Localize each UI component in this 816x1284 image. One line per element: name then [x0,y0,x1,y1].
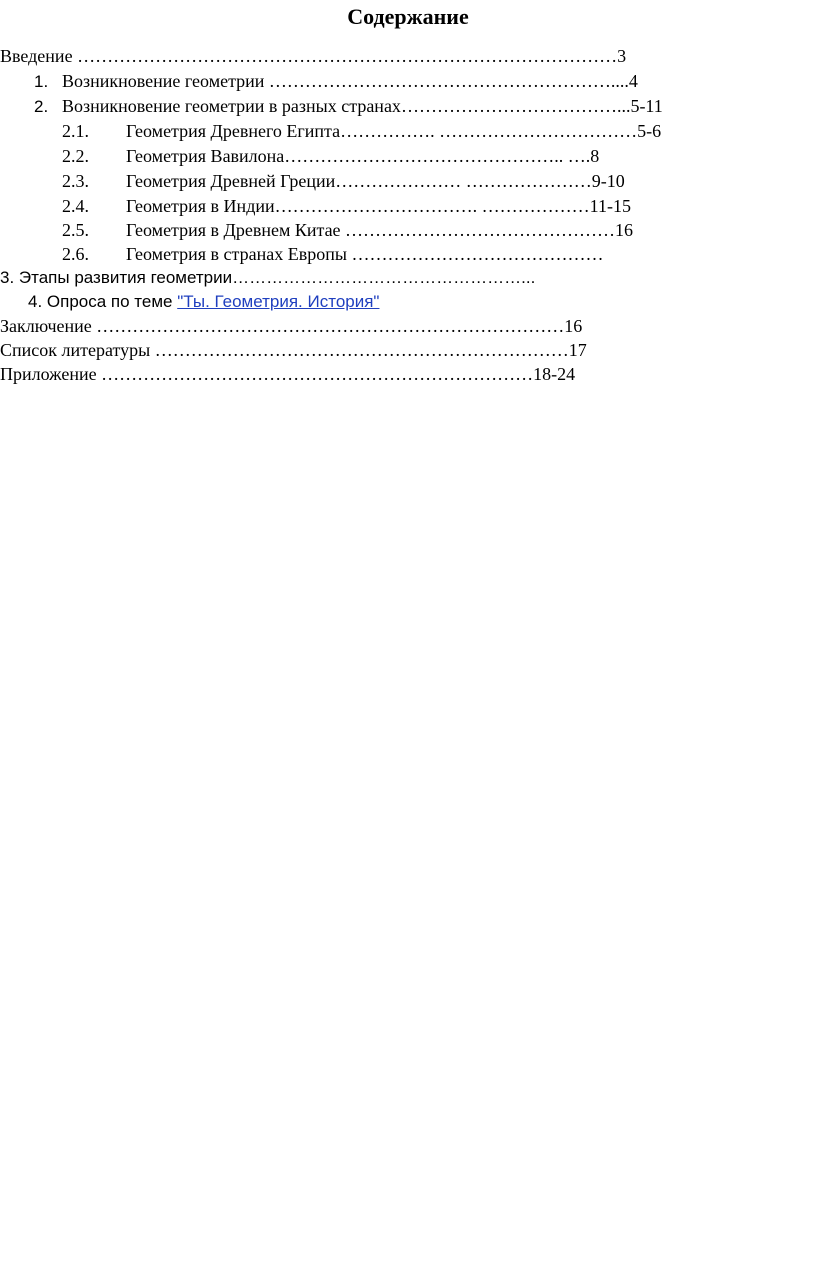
toc-page: 17 [568,340,587,360]
toc-number: 2.4. [62,196,89,216]
toc-entry-2 [34,94,663,119]
toc-entry-2-3 [62,169,625,193]
toc-entry-2-1 [62,119,661,143]
toc-number: 1. [34,72,49,91]
toc-page: 5-6 [637,121,662,141]
toc-entry-intro [0,44,626,68]
toc-entry-2-6 [62,242,603,266]
toc-label: Список литературы [0,340,151,360]
toc-page: 11-15 [589,196,631,216]
toc-label: Геометрия в странах Европы [126,244,347,264]
toc-label: Геометрия Вавилона [126,146,285,166]
toc-page: 3 [617,46,627,66]
toc-label: Геометрия Древнего Египта [126,121,341,141]
toc-number: 2.2. [62,146,89,166]
toc-entry-2-4 [62,194,631,218]
survey-link[interactable]: "Ты. Геометрия. История" [177,292,380,311]
toc-entry-appendix [0,362,575,386]
toc-page: 9-10 [591,171,625,191]
toc-label: Геометрия в Древнем Китае [126,220,341,240]
toc-label: Введение [0,46,73,66]
toc-entry-3 [0,266,535,290]
toc-entry-conclusion [0,314,582,338]
toc-dots: ……………………………………………………………………………… [77,46,618,66]
toc-number: 2.3. [62,171,89,191]
toc-page: 16 [615,220,634,240]
toc-entry-4 [28,290,379,314]
toc-page: 18-24 [533,364,576,384]
toc-dots: ……………………………………………... [232,268,536,287]
toc-dots: ………………… ………………… [335,171,592,191]
toc-label: Возникновение геометрии [62,71,265,91]
toc-page: .8 [585,146,600,166]
toc-dots: …………………………………………………………… [150,340,569,360]
toc-dots: ………………………………………………….. [268,71,620,91]
toc-page: .5-11 [625,96,663,116]
toc-dots: ……………. …………………………… [340,121,638,141]
toc-number: 2.6. [62,244,89,264]
toc-label: Возникновение геометрии в разных странах [62,96,401,116]
toc-dots: …………………………………… [346,244,604,264]
toc-dots: ……………………………………………………………… [96,364,534,384]
page-title: Содержание [347,4,469,29]
toc-number: 2.1. [62,121,89,141]
toc-entry-references [0,338,587,362]
toc-label: Заключение [0,316,92,336]
toc-label: Приложение [0,364,97,384]
toc-entry-2-5 [62,218,633,242]
toc-label: Геометрия в Индии [126,196,275,216]
toc-entry-1 [34,69,638,94]
toc-number: 2. [34,97,49,116]
toc-dots: …………………………………………………………………… [91,316,565,336]
toc-page: ..4 [619,71,638,91]
toc-label: 4. Опроса по теме [28,292,178,311]
toc-number: 2.5. [62,220,89,240]
toc-dots: ……………………………………… [340,220,616,240]
toc-dots: ……………………………….. [400,96,626,116]
toc-label: 3. Этапы развития геометрии [0,268,233,287]
toc-dots: ……………………………. ……………… [274,196,590,216]
toc-dots: ……………………………………….. … [284,146,586,166]
toc-page: 16 [564,316,583,336]
toc-label: Геометрия Древней Греции [126,171,336,191]
toc-entry-2-2 [62,144,599,168]
